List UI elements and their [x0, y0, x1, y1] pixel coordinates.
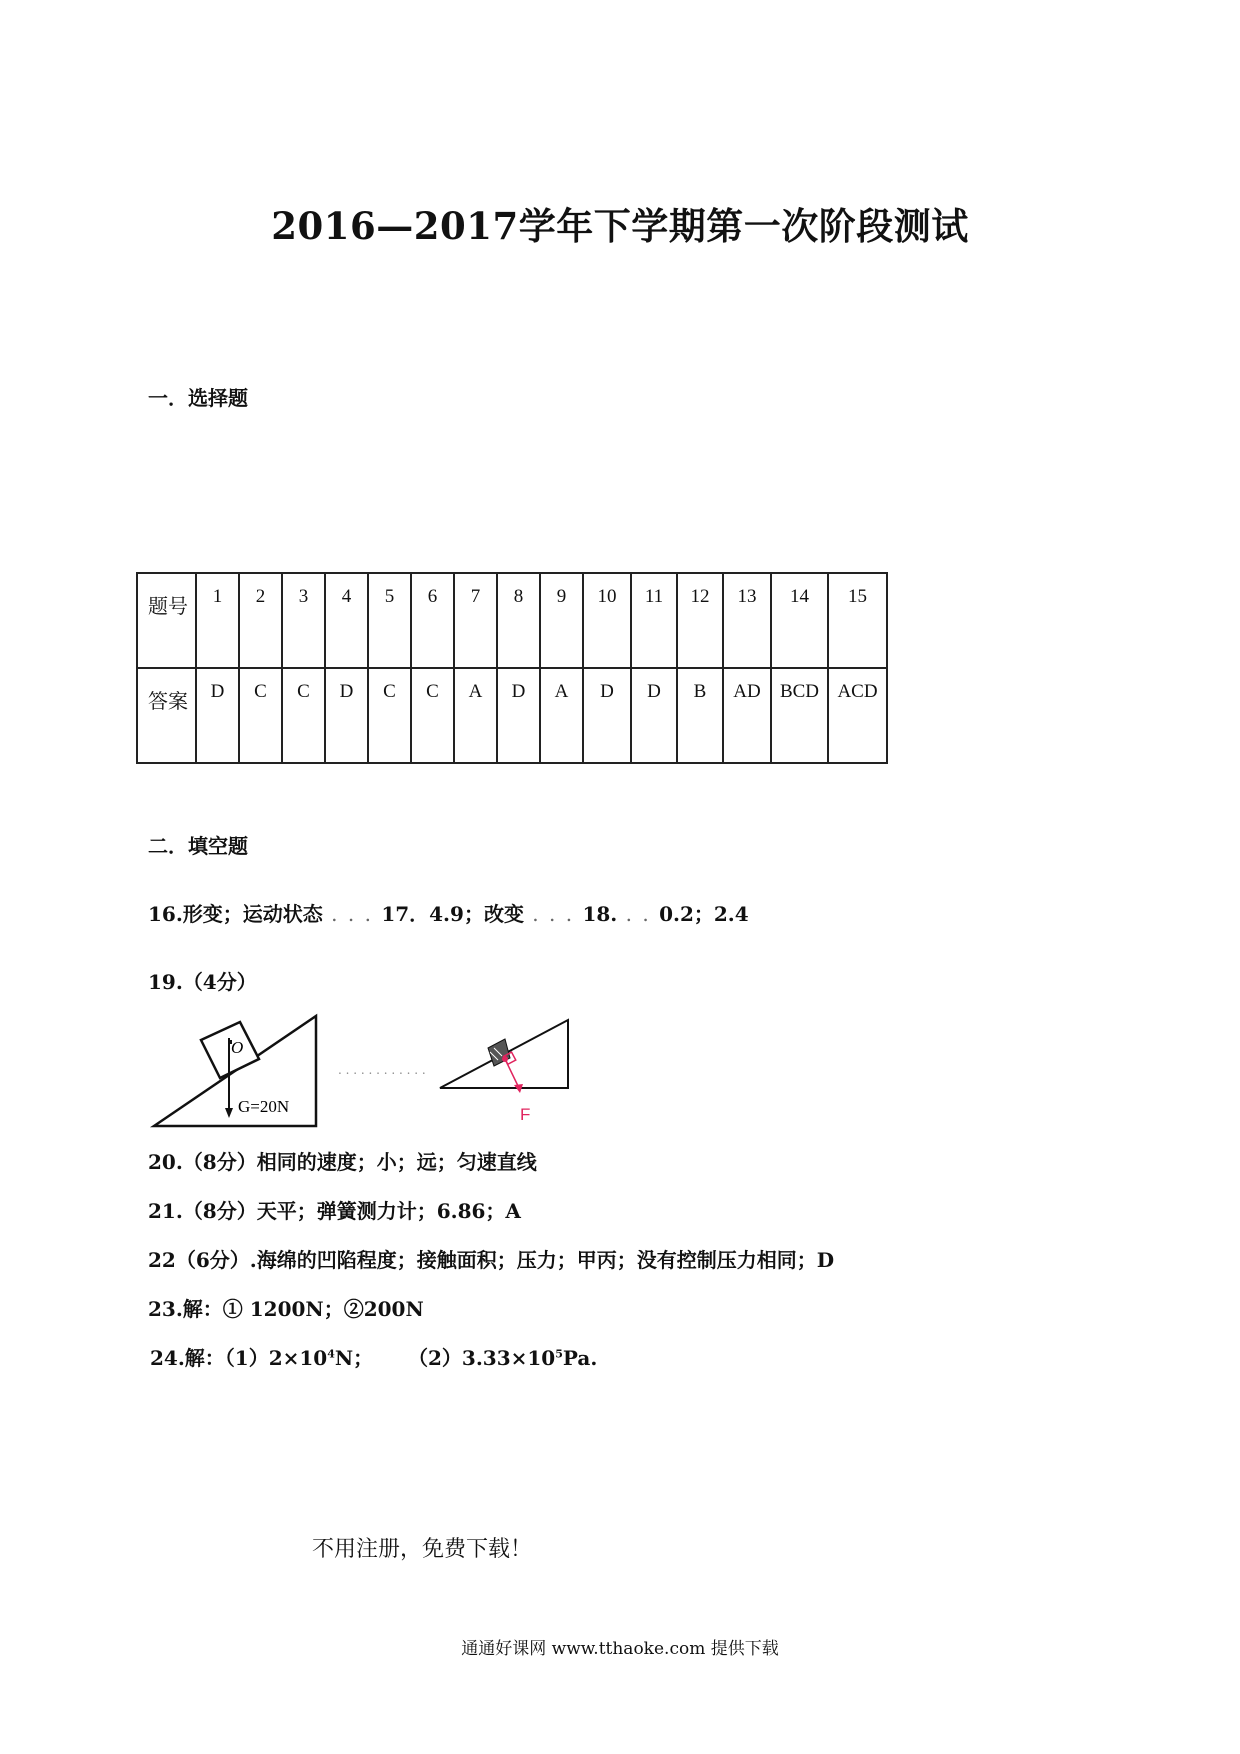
answer-cell: D — [497, 668, 540, 763]
answer-24-exp1: 4 — [327, 1347, 335, 1361]
label-o: O — [231, 1038, 244, 1057]
number-cell: 3 — [282, 573, 325, 668]
answer-cell: A — [540, 668, 583, 763]
answer-24-unit1: N； — [334, 1346, 374, 1370]
answer-16: 16.形变；运动状态 — [148, 902, 323, 926]
number-cell: 2 — [239, 573, 282, 668]
answer-cell: AD — [723, 668, 771, 763]
number-cell: 13 — [723, 573, 771, 668]
incline-left — [154, 1016, 316, 1126]
answer-24-exp2: 5 — [555, 1347, 563, 1361]
number-cell: 4 — [325, 573, 368, 668]
answer-cell: D — [631, 668, 677, 763]
answer-cell: C — [368, 668, 411, 763]
answer-22: 22（6分）.海绵的凹陷程度；接触面积；压力；甲丙；没有控制压力相同；D — [148, 1248, 835, 1272]
number-cell: 5 — [368, 573, 411, 668]
table-row-answers — [137, 668, 887, 763]
number-cell: 1 — [196, 573, 239, 668]
answer-23: 23.解：① 1200N；②200N — [148, 1297, 424, 1321]
row-header-answer: 答案 — [137, 668, 196, 763]
answer-24-part1: 24.解：（1）2×10 — [150, 1346, 328, 1370]
footer-source: 通通好课网 www.tthaoke.com 提供下载 — [461, 1639, 779, 1659]
answer-17: 17．4.9；改变 — [381, 902, 524, 926]
answer-cell: D — [583, 668, 631, 763]
number-cell: 12 — [677, 573, 723, 668]
answer-21: 21.（8分）天平；弹簧测力计；6.86；A — [148, 1199, 521, 1223]
number-cell: 14 — [771, 573, 828, 668]
answer-cell: BCD — [771, 668, 828, 763]
number-cell: 11 — [631, 573, 677, 668]
number-cell: 7 — [454, 573, 497, 668]
answer-cell: ACD — [828, 668, 887, 763]
section-heading-choice: 一．选择题 — [148, 386, 248, 410]
answer-cell: C — [239, 668, 282, 763]
number-cell: 8 — [497, 573, 540, 668]
answer-cell: C — [282, 668, 325, 763]
answer-24-unit2: Pa. — [562, 1346, 598, 1370]
number-cell: 15 — [828, 573, 887, 668]
force-diagram — [148, 1008, 598, 1133]
page-title: 2016—2017学年下学期第一次阶段测试 — [271, 204, 969, 248]
section-heading-fill: 二．填空题 — [148, 834, 248, 858]
row-header-number: 题号 — [137, 573, 196, 668]
answer-18-label: 18. — [582, 902, 618, 926]
separator-dots: . . . . . . . . . . . . — [338, 1063, 426, 1077]
answer-cell: D — [196, 668, 239, 763]
answer-cell: A — [454, 668, 497, 763]
answer-24-part2: （2）3.33×10 — [407, 1346, 556, 1370]
number-cell: 6 — [411, 573, 454, 668]
incline-right — [440, 1020, 568, 1124]
answer-cell: C — [411, 668, 454, 763]
answer-16-18: 16.形变；运动状态 . . . 17．4.9；改变 . . . 18. . . 0.2；2.4 — [148, 902, 749, 926]
promo-text: 不用注册，免费下载！ — [312, 1537, 533, 1562]
answer-19-label: 19.（4分） — [148, 970, 257, 994]
answer-table — [136, 572, 888, 764]
number-cell: 9 — [540, 573, 583, 668]
answer-cell: D — [325, 668, 368, 763]
label-gravity: G=20N — [238, 1097, 290, 1116]
answer-24 — [150, 1342, 597, 1371]
answer-18-value: 0.2；2.4 — [659, 902, 749, 926]
answer-20: 20.（8分）相同的速度；小；远；匀速直线 — [148, 1150, 537, 1174]
table-row-numbers — [137, 573, 887, 668]
answer-cell: B — [677, 668, 723, 763]
number-cell: 10 — [583, 573, 631, 668]
label-force-f: F — [520, 1105, 531, 1124]
